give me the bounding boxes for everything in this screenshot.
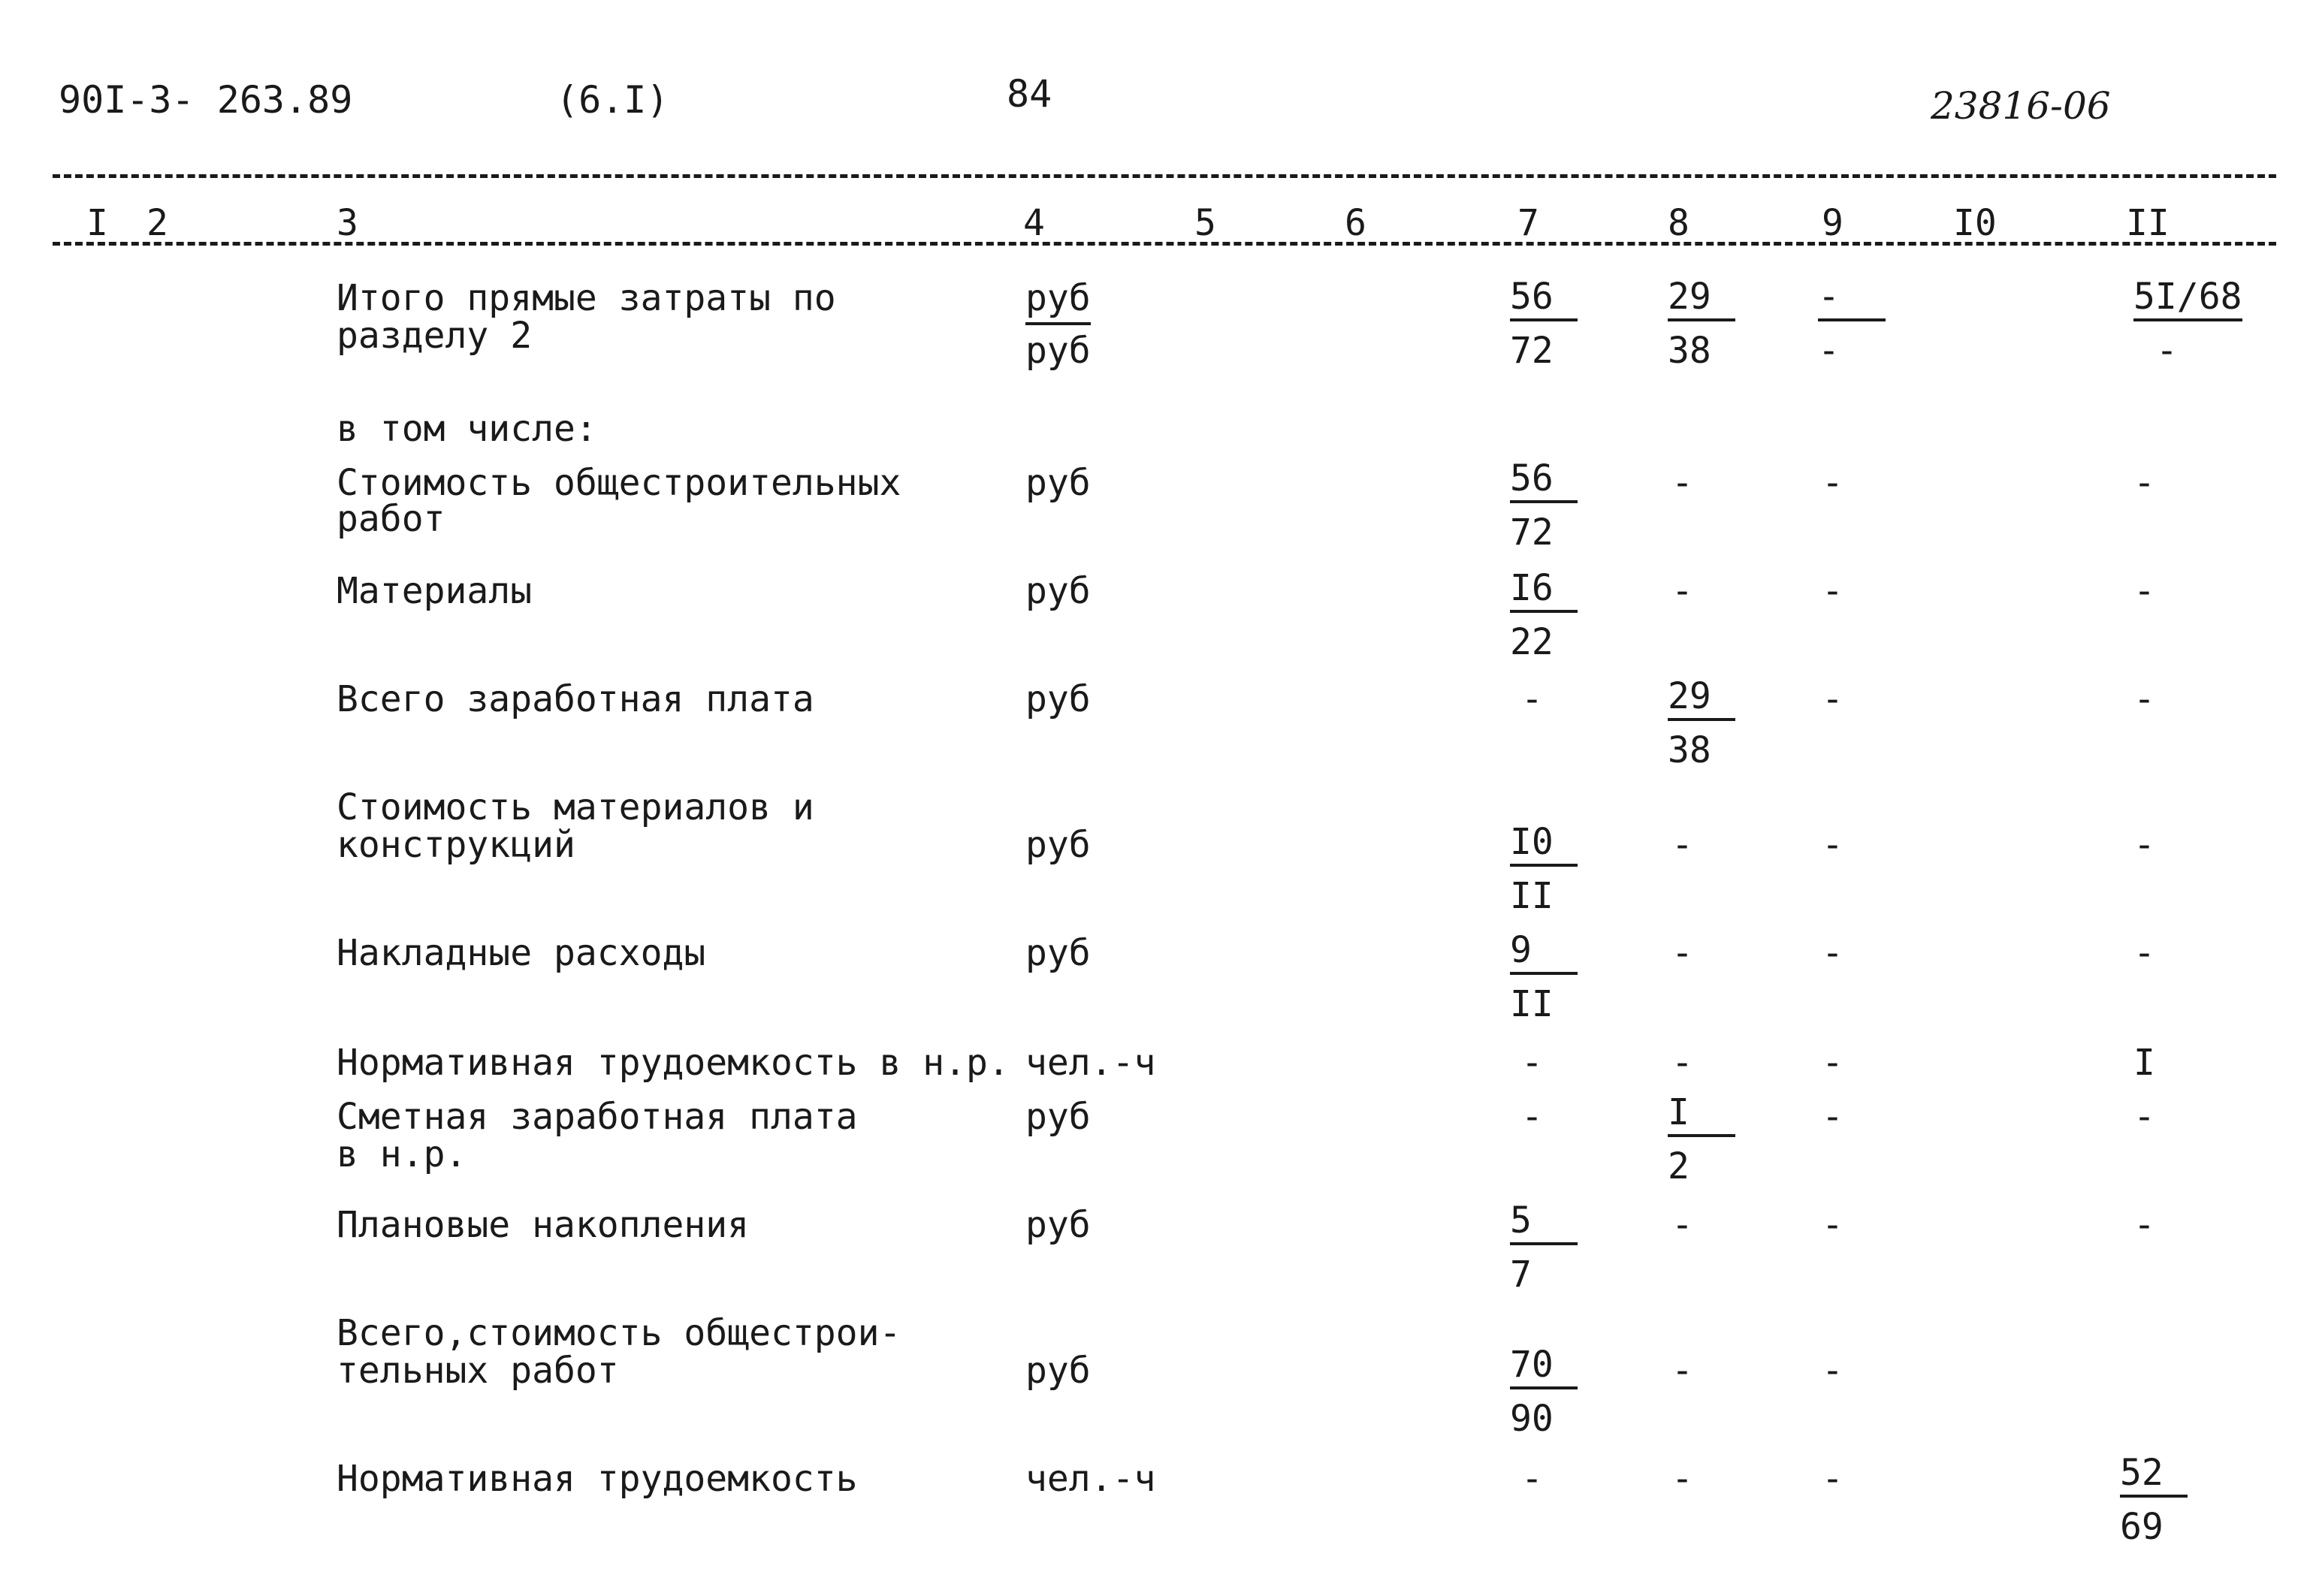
row-name-line1: Всего заработная плата: [337, 678, 814, 720]
col8-value: -: [1671, 1350, 1693, 1392]
row-name-line1: Всего,стоимость общестрои-: [337, 1312, 901, 1354]
row-unit: руб: [1025, 462, 1091, 504]
col9-value: -: [1822, 1042, 1843, 1084]
col11-value: -: [2133, 824, 2155, 866]
col8-value: -: [1671, 1458, 1693, 1500]
col7-value: -: [1521, 1458, 1543, 1500]
row-unit: руб: [1025, 824, 1091, 866]
header-dashed-rule: [53, 242, 2276, 246]
col-header-5: 5: [1194, 202, 1216, 244]
row-name-line1: Материалы: [337, 570, 533, 612]
col9-value: -: [1822, 462, 1843, 504]
section-number: (6.I): [556, 78, 669, 122]
col8-value: $\frac{I}{2}$: [1668, 1094, 1735, 1185]
row-unit-2: руб: [1025, 330, 1091, 372]
col9-value: -: [1822, 1458, 1843, 1500]
col-header-1: I: [86, 202, 108, 244]
col-header-8: 8: [1668, 202, 1689, 244]
row-unit: руб: [1025, 932, 1091, 974]
row-name-line1: Плановые накопления: [337, 1204, 750, 1246]
col11-value: 5I/68 -: [2133, 276, 2242, 372]
row-name-line2: разделу 2: [337, 315, 533, 357]
row-name-line2: работ: [337, 498, 445, 540]
col8-value: -: [1671, 824, 1693, 866]
col11-value: -: [2133, 678, 2155, 720]
row-name-line2: тельных работ: [337, 1350, 619, 1392]
col9-value: -: [1822, 1350, 1843, 1392]
col-header-9: 9: [1822, 202, 1843, 244]
col8-value: -: [1671, 1042, 1693, 1084]
page-number: 84: [1007, 72, 1052, 116]
row-name-line1: Накладные расходы: [337, 932, 706, 974]
col-header-2: 2: [146, 202, 168, 244]
col-header-10: I0: [1953, 202, 1997, 244]
subtotal-intro: в том числе:: [337, 408, 597, 450]
row-name-line1: Итого прямые затраты по: [337, 277, 836, 319]
col7-value: -: [1521, 1096, 1543, 1138]
col8-value: -: [1671, 570, 1693, 612]
row-unit: руб: [1025, 1096, 1091, 1138]
col8-value: -: [1671, 462, 1693, 504]
row-unit: чел.-ч: [1025, 1458, 1156, 1500]
row-name-line1: Стоимость материалов и: [337, 786, 814, 828]
col8-value: $\frac{29}{38}$: [1668, 278, 1735, 370]
col9-value: -: [1822, 678, 1843, 720]
col11-value: -: [2133, 932, 2155, 974]
col8-value: -: [1671, 1204, 1693, 1246]
col11-value: -: [2133, 1096, 2155, 1138]
col9-value: -: [1822, 932, 1843, 974]
row-unit: руб: [1025, 1204, 1091, 1246]
col11-value: $\frac{52}{69}$: [2120, 1454, 2188, 1546]
row-name-line2: в н.р.: [337, 1133, 467, 1175]
col-header-7: 7: [1517, 202, 1539, 244]
col8-value: $\frac{29}{38}$: [1668, 677, 1735, 769]
col11-value: -: [2133, 1204, 2155, 1246]
col7-value: -: [1521, 678, 1543, 720]
col7-value: $\frac{56}{72}$: [1510, 278, 1578, 370]
col9-value: -: [1822, 824, 1843, 866]
row-unit: руб: [1025, 570, 1091, 612]
col-header-4: 4: [1023, 202, 1045, 244]
row-name-line1: Стоимость общестроительных: [337, 462, 901, 504]
col9-value: -: [1822, 1096, 1843, 1138]
row-name-line1: Сметная заработная плата: [337, 1096, 858, 1138]
row-unit: руб: [1025, 678, 1091, 720]
col11-value: I: [2133, 1042, 2155, 1084]
col7-value: $\frac{I0}{II}$: [1510, 823, 1578, 915]
col11-value: -: [2133, 570, 2155, 612]
document-code: 90I-3- 263.89: [59, 78, 353, 122]
row-name-line1: Нормативная трудоемкость: [337, 1458, 858, 1500]
col9-value: - -: [1818, 278, 1886, 370]
col11-value: -: [2133, 462, 2155, 504]
row-unit: чел.-ч: [1025, 1042, 1156, 1084]
col7-value: $\frac{9}{II}$: [1510, 931, 1578, 1023]
col7-value: $\frac{5}{7}$: [1510, 1202, 1578, 1293]
handwritten-reference: 23816-06: [1931, 84, 2111, 128]
col7-value: $\frac{56}{72}$: [1510, 460, 1578, 551]
row-name-line2: конструкций: [337, 824, 575, 866]
col7-value: $\frac{I6}{22}$: [1510, 569, 1578, 661]
row-unit: руб: [1025, 279, 1091, 317]
col-header-6: 6: [1345, 202, 1366, 244]
row-name-line1: Нормативная трудоемкость в н.р.: [337, 1042, 1010, 1084]
col8-value: -: [1671, 932, 1693, 974]
top-dashed-rule: [53, 174, 2276, 178]
col9-value: -: [1822, 1204, 1843, 1246]
col7-value: -: [1521, 1042, 1543, 1084]
row-unit: руб: [1025, 1350, 1091, 1392]
col7-value: $\frac{70}{90}$: [1510, 1346, 1578, 1438]
col-header-11: II: [2126, 202, 2170, 244]
col9-value: -: [1822, 570, 1843, 612]
col-header-3: 3: [337, 202, 358, 244]
